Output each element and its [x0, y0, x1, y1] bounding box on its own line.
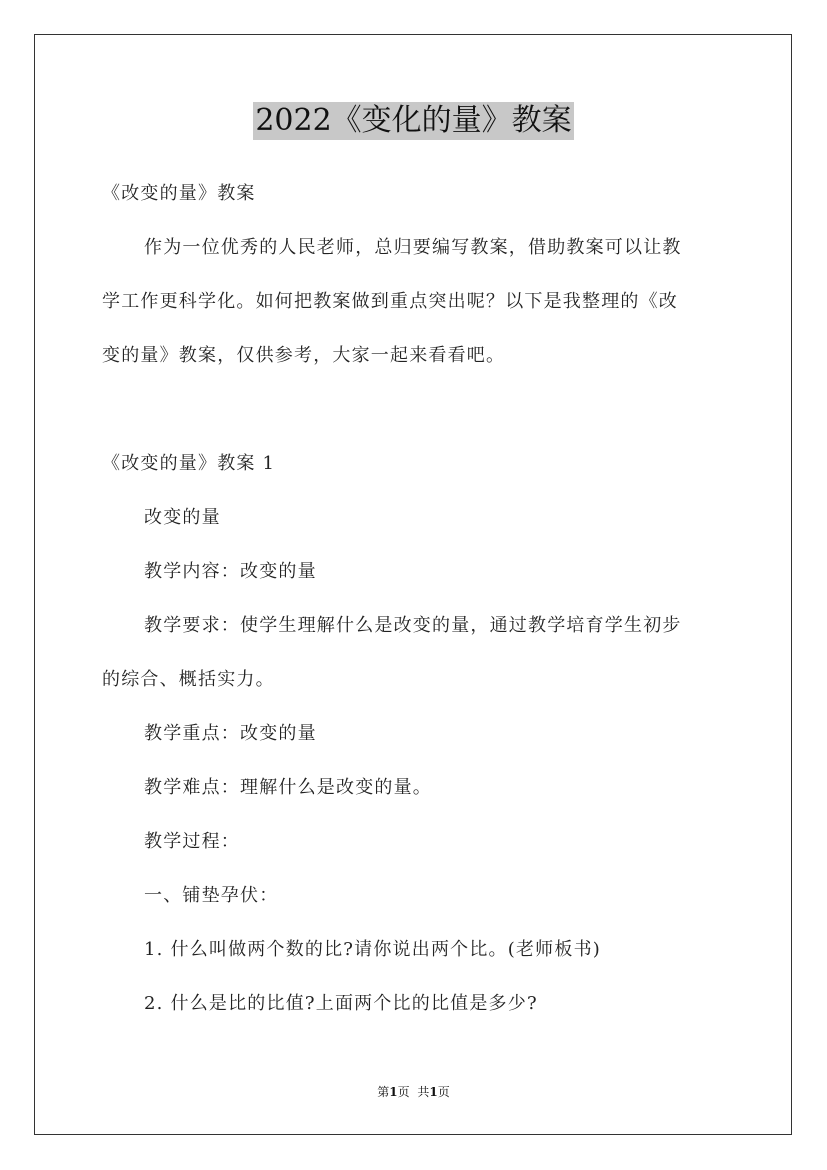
footer-total-label: 共	[417, 1085, 430, 1099]
footer-total-suffix: 页	[437, 1085, 450, 1099]
requirement-line-2: 的综合、概括实力。	[102, 669, 275, 690]
footer-page-label: 第	[377, 1085, 390, 1099]
key-point-line: 教学重点：改变的量	[144, 723, 317, 744]
title-wrap	[0, 102, 827, 140]
footer-page-suffix: 页	[397, 1085, 410, 1099]
intro-line-1: 作为一位优秀的人民老师，总归要编写教案，借助教案可以让教	[144, 237, 682, 258]
intro-line-2: 学工作更科学化。如何把教案做到重点突出呢？以下是我整理的《改	[102, 291, 678, 312]
document-subtitle: 《改变的量》教案	[102, 183, 256, 204]
intro-line-3: 变的量》教案，仅供参考，大家一起来看看吧。	[102, 345, 506, 366]
document-title: 2022《变化的量》教案	[255, 103, 572, 138]
topic-line: 改变的量	[144, 507, 221, 528]
footer-page-number: 1	[389, 1085, 398, 1099]
difficulty-line: 教学难点：理解什么是改变的量。	[144, 777, 432, 798]
question-2: 2. 什么是比的比值?上面两个比的比值是多少?	[144, 993, 538, 1014]
footer-total-number: 1	[429, 1085, 438, 1099]
page-footer	[0, 1084, 827, 1100]
requirement-line-1: 教学要求：使学生理解什么是改变的量，通过教学培育学生初步	[144, 615, 682, 636]
content-line: 教学内容：改变的量	[144, 561, 317, 582]
step-heading: 一、铺垫孕伏：	[144, 885, 279, 906]
section-heading: 《改变的量》教案 1	[102, 453, 276, 474]
question-1: 1. 什么叫做两个数的比?请你说出两个比。(老师板书)	[144, 939, 601, 960]
process-line: 教学过程：	[144, 831, 240, 852]
